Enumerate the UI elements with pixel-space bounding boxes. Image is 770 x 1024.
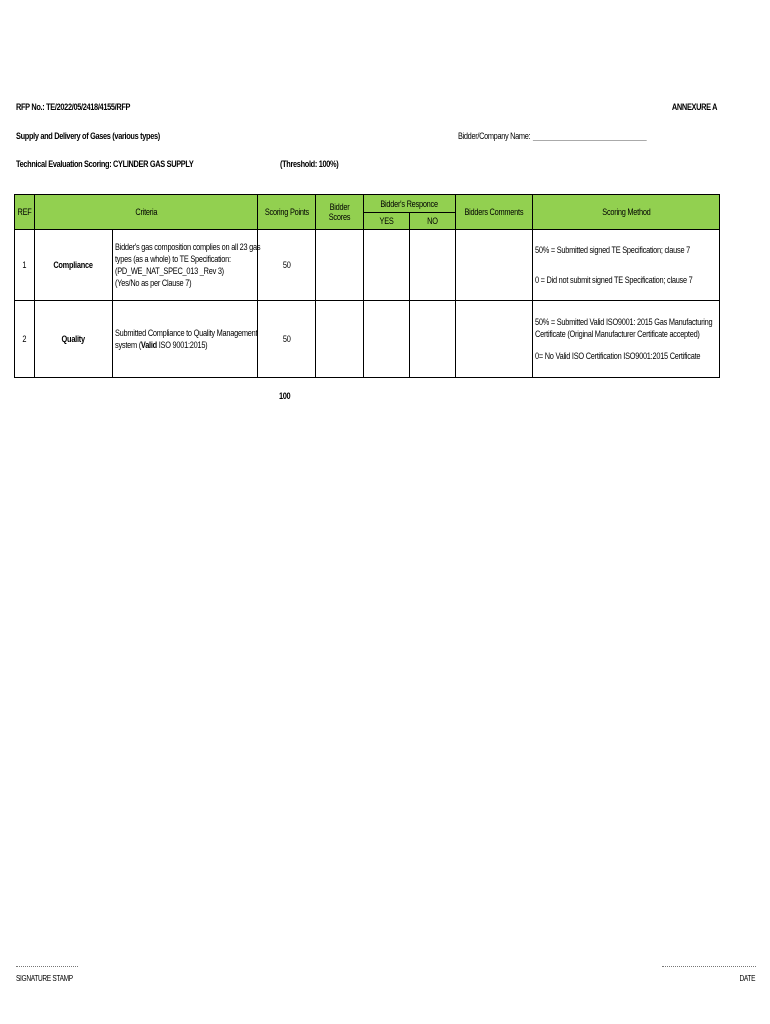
column-header-bidder-scores: Bidder Scores — [316, 195, 364, 230]
column-header-criteria: Criteria — [35, 195, 258, 230]
column-header-no: NO — [410, 213, 456, 230]
row-scoring-method: 50% = Submitted Valid ISO9001: 2015 Gas Manufacturing Certificate (Original Manufacturer Certificate accepted) 0= No Valid ISO Certification ISO9001:2015 Certificate — [533, 301, 720, 378]
row-criteria: Submitted Compliance to Quality Management system (Valid ISO 9001:2015) — [113, 301, 258, 378]
total-points: 100 — [279, 391, 291, 401]
bidder-name-label: Bidder/Company Name: — [458, 131, 531, 141]
row-comments-cell[interactable] — [456, 230, 533, 301]
row-criteria: Bidder's gas composition complies on all 23 gas types (as a whole) to TE Specification: (PD_WE_NAT_SPEC_013 _Rev 3) (Yes/No as per Clause 7) — [113, 230, 258, 301]
row-scoring-points: 50 — [258, 301, 316, 378]
row-ref: 2 — [15, 301, 35, 378]
row-ref: 1 — [15, 230, 35, 301]
threshold-label: (Threshold: 100%) — [280, 159, 339, 169]
column-header-bidder-response: Bidder's Responce — [364, 195, 456, 213]
table-row — [15, 230, 720, 301]
row-no-cell[interactable] — [410, 230, 456, 301]
row-name-compliance: Compliance — [35, 230, 113, 301]
date-label: DATE — [739, 974, 755, 983]
signature-line — [16, 966, 78, 967]
technical-evaluation-title: Technical Evaluation Scoring: CYLINDER GAS SUPPLY — [16, 159, 194, 169]
row-bidder-score-cell[interactable] — [316, 301, 364, 378]
row-bidder-score-cell[interactable] — [316, 230, 364, 301]
column-header-ref: REF — [15, 195, 35, 230]
date-line — [662, 966, 756, 967]
evaluation-table — [14, 194, 719, 378]
row-name-quality: Quality — [35, 301, 113, 378]
row-yes-cell[interactable] — [364, 230, 410, 301]
column-header-yes: YES — [364, 213, 410, 230]
column-header-scoring-method: Scoring Method — [533, 195, 720, 230]
column-header-bidders-comments: Bidders Comments — [456, 195, 533, 230]
annexure-label: ANNEXURE A — [671, 102, 717, 112]
supply-title: Supply and Delivery of Gases (various types) — [16, 131, 160, 141]
bidder-name-blank: ______________________________ — [533, 131, 647, 141]
row-scoring-points: 50 — [258, 230, 316, 301]
row-yes-cell[interactable] — [364, 301, 410, 378]
row-no-cell[interactable] — [410, 301, 456, 378]
row-scoring-method: 50% = Submitted signed TE Specification; clause 7 0 = Did not submit signed TE Specification; clause 7 — [533, 230, 720, 301]
column-header-scoring-points: Scoring Points — [258, 195, 316, 230]
rfp-number: RFP No.: TE/2022/05/2418/4155/RFP — [16, 102, 131, 112]
row-comments-cell[interactable] — [456, 301, 533, 378]
signature-stamp-label: SIGNATURE STAMP — [16, 974, 73, 983]
table-row — [15, 301, 720, 378]
